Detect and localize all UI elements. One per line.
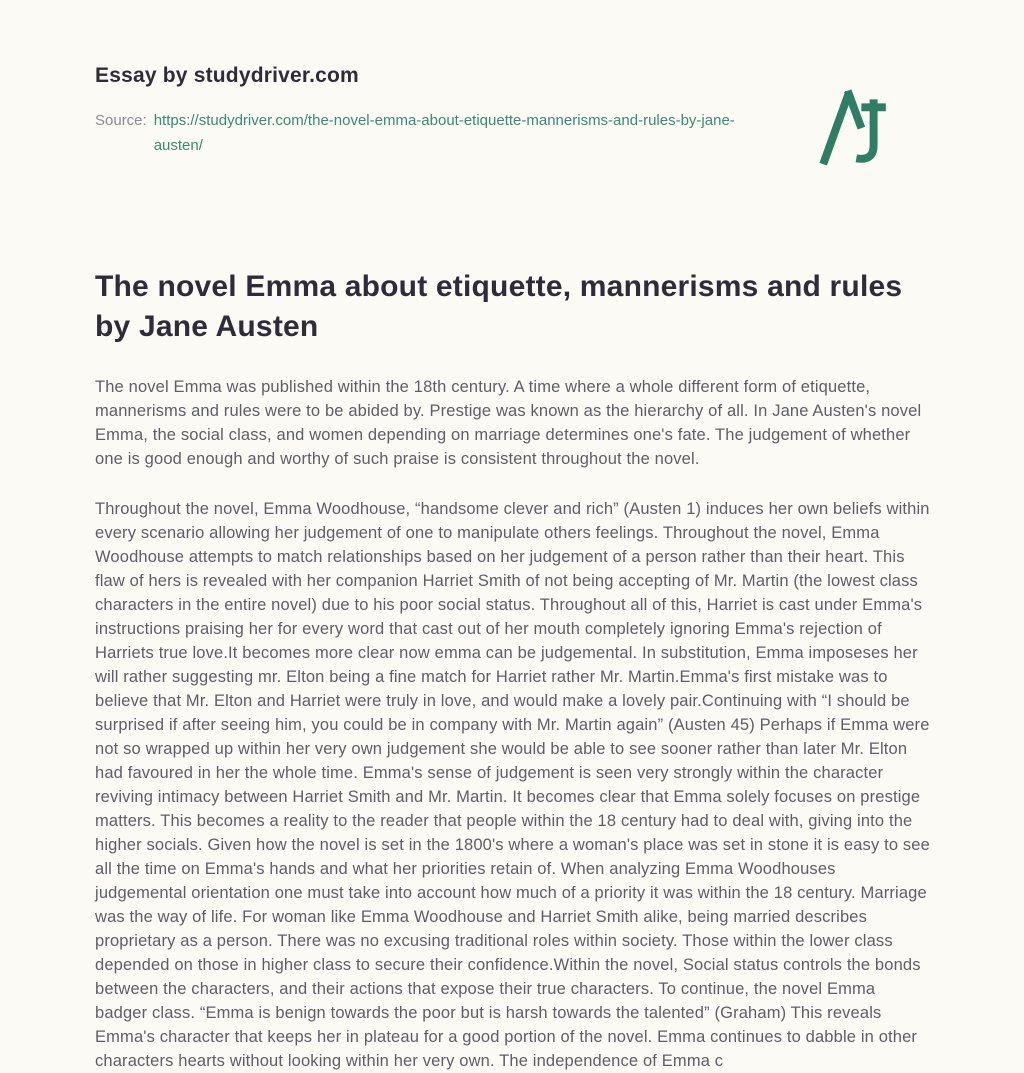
essay-body <box>95 375 930 1073</box>
essay-paragraph-1: The novel Emma was published within the 18th century. A time where a whole different form of etiquette, mannerisms and rules were to be abided by. Prestige was known as the hierarchy of all. In Jane Austen's novel Emma, the social class, and women depending on marriage determines one's fate. The judgement of whether one is good enough and worthy of such praise is consistent throughout the novel. <box>95 378 922 468</box>
header <box>95 64 930 172</box>
page-title: The novel Emma about etiquette, mannerisms and rules by Jane Austen <box>95 270 903 343</box>
source-label: Source: <box>95 112 147 129</box>
essay-paragraph-2: Throughout the novel, Emma Woodhouse, “handsome clever and rich” (Austen 1) induces her own beliefs within every scenario allowing her judgement of one to manipulate others feelings. Throughout the novel, Emma Woodhouse attempts to match relationships based on her judgement of a person rather than their heart. This flaw of hers is revealed with her companion Harriet Smith of not being accepting of Mr. Martin (the lowest class characters in the entire novel) due to his poor social status. Throughout all of this, Harriet is cast under Emma's instructions praising her for every word that cast out of her mouth completely ignoring Emma's rejection of Harriets true love.It becomes more clear now emma can be judgemental. In substitution, Emma imposeses her will rather suggesting mr. Elton being a fine match for Harriet rather Mr. Martin.Emma's first mistake was to believe that Mr. Elton and Harriet were truly in love, and would make a lovely pair.Continuing with “I should be surprised if after seeing him, you could be in company with Mr. Martin again” (Austen 45) Perhaps if Emma were not so wrapped up within her very own judgement she would be able to see sooner rather than later Mr. Elton had favoured in her the whole time. Emma's sense of judgement is seen very strongly within the character reviving intimacy between Harriet Smith and Mr. Martin. It becomes clear that Emma solely focuses on prestige matters. This becomes a reality to the reader that people within the 18 century had to deal with, giving into the higher socials. Given how the novel is set in the 1800's where a woman's place was set in stone it is easy to see all the time on Emma's hands and what her priorities retain of. When analyzing Emma Woodhouses judgemental orientation one must take into account how much of a priority it was within the 18 century. Marriage was the way of life. For woman like Emma Woodhouse and Harriet Smith alike, being married describes proprietary as a person. There was no excusing traditional roles within society. Those within the lower class depended on those in higher class to secure their confidence.Within the novel, Social status controls the bonds between the characters, and their actions that expose their true characters. To continue, the novel Emma badger class. “Emma is benign towards the poor but is harsh towards the talented” (Graham) This reveals Emma's character that keeps her in plateau for a good portion of the novel. Emma continues to dabble in other characters hearts without looking within her very own. The independence of Emma c <box>95 500 930 1070</box>
studydriver-logo-icon <box>816 80 888 172</box>
source-url-link[interactable]: https://studydriver.com/the-novel-emma-about-etiquette-mannerisms-and-rules-by-jane-austen/ <box>153 112 735 154</box>
header-text <box>95 64 762 158</box>
article <box>95 267 930 1073</box>
source-line <box>95 108 762 158</box>
essay-byline: Essay by studydriver.com <box>95 64 359 87</box>
